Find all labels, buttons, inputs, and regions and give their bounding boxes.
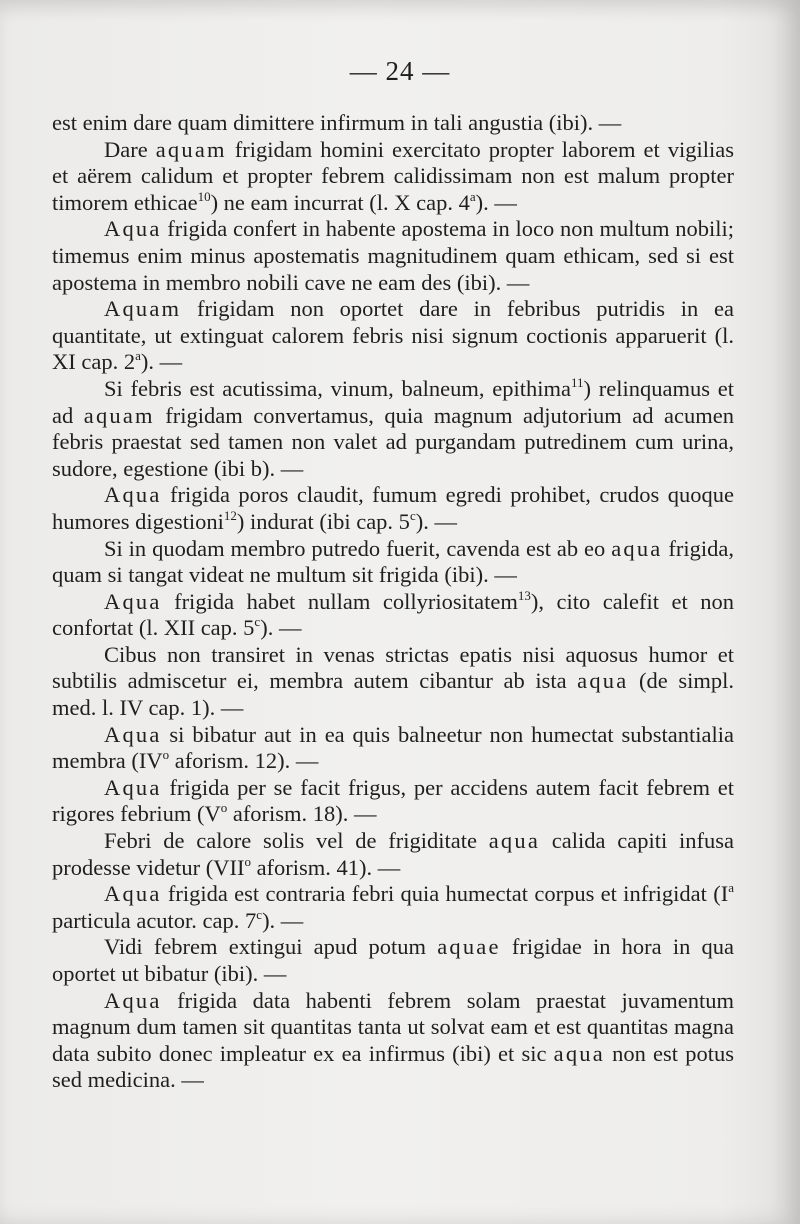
text-run: non est potus sed medicina. —: [52, 1040, 734, 1093]
text-run: ). —: [475, 189, 517, 215]
paragraph: [52, 110, 734, 137]
emphasized-word: Aqua: [104, 482, 162, 508]
emphasized-word: Aqua: [104, 774, 162, 800]
text-run: (de simpl. med. l. IV cap. 1). —: [52, 668, 734, 721]
emphasized-word: Aqua: [104, 721, 162, 747]
body-text: [52, 110, 734, 1094]
text-run: ). —: [262, 907, 304, 933]
footnote-ref: o: [162, 747, 170, 763]
emphasized-word: aquam: [155, 136, 227, 162]
text-run: Vidi febrem extingui apud potum: [104, 934, 438, 960]
text-run: calida capiti infusa prodesse videtur (VII: [52, 828, 734, 880]
paragraph: [52, 642, 734, 722]
emphasized-word: aqua: [611, 535, 663, 561]
footnote-ref: c: [254, 614, 261, 630]
paragraph: [52, 881, 734, 934]
emphasized-word: Aquam: [104, 296, 182, 322]
paragraph: [52, 216, 734, 296]
text-run: frigida habet nullam collyriositatem: [161, 588, 518, 614]
text-run: frigida data habenti febrem solam praestat juvamentum magnum dum tamen sit quantitas tanta ut solvat eam et est quantitas magna data subito donec impleatur ex ea infirmus (ibi) et sic: [52, 987, 734, 1066]
text-run: ) indurat (ibi cap. 5: [236, 508, 410, 534]
footnote-ref: c: [256, 906, 263, 922]
emphasized-word: aquam: [83, 402, 155, 428]
emphasized-word: aqua: [488, 828, 541, 854]
emphasized-word: aqua: [553, 1040, 605, 1066]
emphasized-word: Aqua: [104, 588, 162, 614]
footnote-ref: o: [244, 853, 251, 869]
text-run: Dare: [104, 136, 156, 162]
emphasized-word: Aqua: [104, 216, 162, 242]
footnote-ref: 12: [223, 507, 237, 523]
footnote-ref: c: [409, 507, 416, 523]
footnote-ref: 11: [571, 374, 584, 390]
text-run: frigidae in hora in qua oportet ut bibatur (ibi). —: [52, 934, 734, 986]
footnote-ref: a: [469, 188, 476, 204]
text-run: frigidam non oportet dare in febribus putridis in ea quantitate, ut extinguat calorem febris nisi signum coctionis apparuerit (l. XI cap. 2: [52, 296, 734, 375]
text-run: si bibatur aut in ea quis balneetur non humectat substantialia membra (IV: [52, 721, 734, 774]
footnote-ref: a: [135, 348, 141, 364]
text-run: ) relinquamus et ad: [52, 375, 734, 428]
text-run: frigidam convertamus, quia magnum adjutorium ad acumen febris praestat sed tamen non valet ad purgandam putredinem cum urina, sudore, egestione (ibi b). —: [52, 402, 734, 481]
footnote-ref: o: [220, 800, 228, 816]
page-number-header: — 24 —: [349, 56, 451, 86]
emphasized-word: Aqua: [104, 881, 162, 907]
paragraph: [52, 376, 734, 482]
paragraph: [52, 137, 734, 217]
text-run: frigidam homini exercitato propter laborem et vigilias et aërem calidum et propter febrem calidissimam non est malum propter timorem ethicae: [52, 136, 734, 215]
emphasized-word: aquae: [437, 934, 501, 960]
text-run: particula acutor. cap. 7: [52, 907, 257, 933]
text-run: aforism. 41). —: [250, 854, 401, 880]
text-run: aforism. 18). —: [227, 801, 377, 827]
footnote-ref: a: [728, 880, 734, 896]
text-run: aforism. 12). —: [169, 748, 319, 774]
footnote-ref: 13: [517, 587, 531, 603]
text-run: frigida est contraria febri quia humectat corpus et infrigidat (I: [161, 881, 729, 907]
paragraph: [52, 722, 734, 775]
text-run: ) ne eam incurrat (l. X cap. 4: [210, 189, 470, 215]
text-run: frigida confert in habente apostema in loco non multum nobili; timemus enim minus apostematis magnitudinem quam ethicam, sed si est apostema in membro nobili cave ne eam des (ibi). —: [52, 216, 734, 295]
text-run: frigida poros claudit, fumum egredi prohibet, crudos quoque humores digestioni: [52, 482, 734, 534]
text-run: frigida per se facit frigus, per accidens autem facit febrem et rigores febrium (V: [52, 774, 734, 827]
text-run: Febri de calore solis vel de frigiditate: [104, 828, 489, 854]
text-run: Cibus non transiret in venas strictas epatis nisi aquosus humor et subtilis admiscetur ei, membra autem cibantur ab ista: [52, 641, 734, 694]
text-run: ). —: [260, 615, 302, 641]
text-run: ). —: [415, 508, 457, 534]
text-run: ), cito calefit et non confortat (l. XII cap. 5: [52, 588, 734, 641]
paragraph: [52, 988, 734, 1094]
text-run: Si in quodam membro putredo fuerit, cavenda est ab eo: [104, 535, 612, 561]
paragraph: [52, 934, 734, 987]
footnote-ref: 10: [197, 188, 211, 204]
paragraph: [52, 775, 734, 828]
paragraph: [52, 828, 734, 881]
emphasized-word: Aqua: [104, 987, 162, 1013]
paragraph: [52, 536, 734, 589]
paragraph: [52, 296, 734, 376]
text-run: ). —: [140, 349, 183, 375]
paragraph: [52, 589, 734, 642]
emphasized-word: aqua: [577, 668, 629, 694]
paragraph: [52, 482, 734, 535]
text-run: est enim dare quam dimittere infirmum in tali angustia (ibi). —: [52, 110, 622, 135]
text-run: frigida, quam si tangat videat ne multum sit frigida (ibi). —: [52, 535, 734, 588]
text-run: Si febris est acutissima, vinum, balneum, epithima: [104, 375, 572, 401]
